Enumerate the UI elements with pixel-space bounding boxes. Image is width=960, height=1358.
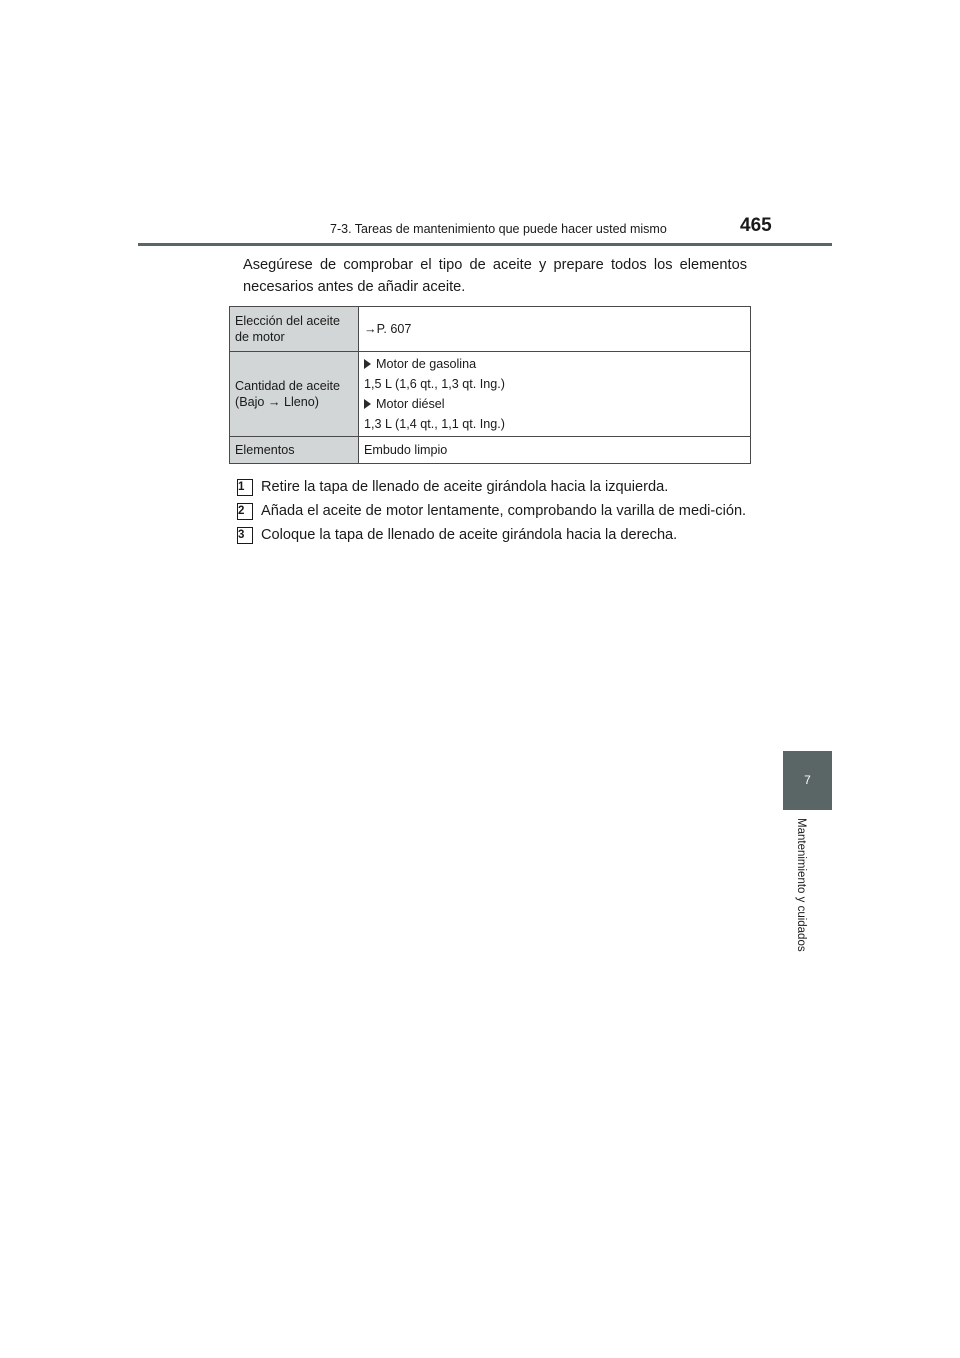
diesel-value: 1,3 L (1,4 qt., 1,1 qt. Ing.) — [364, 417, 505, 431]
elements-value: Embudo limpio — [359, 437, 751, 464]
step-number-badge: 3 — [237, 527, 253, 544]
step-text: Añada el aceite de motor lentamente, comprobando la varilla de medi-ción. — [261, 503, 747, 519]
oil-quantity-label: Cantidad de aceite (Bajo → Lleno) — [230, 352, 359, 437]
step-item — [237, 500, 749, 522]
oil-choice-value: →P. 607 — [359, 307, 751, 352]
oil-spec-table — [229, 306, 751, 464]
gasoline-value: 1,5 L (1,6 qt., 1,3 qt. Ing.) — [364, 377, 505, 391]
gasoline-heading — [364, 356, 745, 372]
elements-label: Elementos — [230, 437, 359, 464]
header-rule — [138, 243, 832, 246]
step-number-badge: 2 — [237, 503, 253, 520]
step-item — [237, 524, 749, 546]
step-item — [237, 476, 749, 498]
step-number-badge: 1 — [237, 479, 253, 496]
table-row-oil-choice — [230, 307, 751, 352]
oil-quantity-values — [359, 352, 751, 437]
chapter-title: Mantenimiento y cuidados — [795, 818, 807, 952]
triangle-right-icon — [364, 399, 371, 409]
triangle-right-icon — [364, 359, 371, 369]
chapter-tab: 7 — [783, 751, 832, 810]
page-number: 465 — [740, 215, 772, 236]
step-text: Retire la tapa de llenado de aceite girándola hacia la izquierda. — [261, 479, 669, 495]
intro-paragraph: Asegúrese de comprobar el tipo de aceite y prepare todos los elementos necesarios antes de añadir aceite. — [243, 257, 747, 295]
section-title: 7-3. Tareas de mantenimiento que puede hacer usted mismo — [330, 222, 667, 236]
step-text: Coloque la tapa de llenado de aceite girándola hacia la derecha. — [261, 527, 678, 543]
steps-list — [237, 476, 749, 548]
diesel-heading-text: Motor diésel — [376, 397, 445, 411]
gasoline-heading-text: Motor de gasolina — [376, 357, 477, 371]
oil-choice-label: Elección del aceite de motor — [230, 307, 359, 352]
table-row-elements — [230, 437, 751, 464]
diesel-heading — [364, 396, 745, 412]
table-row-oil-quantity — [230, 352, 751, 437]
